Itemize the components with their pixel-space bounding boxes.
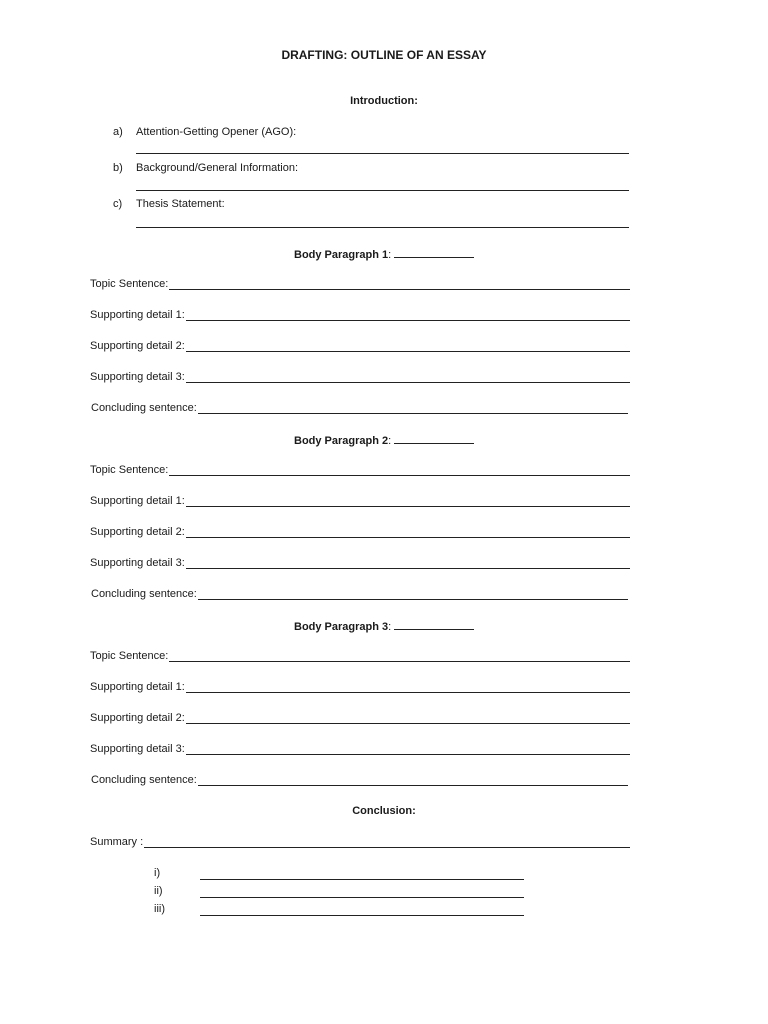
body-paragraph-2-concluding-sentence-field [91,588,628,600]
body-paragraph-2-title-blank[interactable] [394,433,474,444]
supporting-detail-3-answer-line[interactable] [186,372,630,383]
body-paragraph-1-heading [294,247,474,261]
supporting-detail-3-answer-line[interactable] [186,744,630,755]
supporting-detail-2-label: Supporting detail 2: [90,712,185,724]
introduction-heading: Introduction: [350,95,418,107]
body-paragraph-heading-text: Body Paragraph 1 [294,249,389,261]
concluding-sentence-label: Concluding sentence: [91,774,197,786]
body-paragraph-1-supporting-detail-2-field [90,340,630,352]
supporting-detail-2-answer-line[interactable] [186,527,630,538]
intro-item-c-label: Thesis Statement: [136,198,225,210]
body-paragraph-2-supporting-detail-1-field [90,495,630,507]
body-paragraph-heading-colon: : [388,621,392,633]
intro-item-b-marker: b) [113,162,123,174]
supporting-detail-2-label: Supporting detail 2: [90,526,185,538]
summary-label: Summary : [90,836,144,848]
supporting-detail-3-label: Supporting detail 3: [90,743,185,755]
concluding-sentence-answer-line[interactable] [198,589,628,600]
body-paragraph-1-concluding-sentence-field [91,402,628,414]
body-paragraph-1-title-blank[interactable] [394,247,474,258]
supporting-detail-1-answer-line[interactable] [186,682,630,693]
body-paragraph-heading-text: Body Paragraph 3 [294,621,389,633]
topic-sentence-label: Topic Sentence: [90,278,169,290]
body-paragraph-heading-text: Body Paragraph 2 [294,435,389,447]
supporting-detail-1-label: Supporting detail 1: [90,681,185,693]
intro-item-a-marker: a) [113,126,123,138]
supporting-detail-3-label: Supporting detail 3: [90,557,185,569]
concluding-sentence-answer-line[interactable] [198,775,628,786]
conclusion-point-1-line[interactable] [200,879,524,880]
body-paragraph-1-supporting-detail-3-field [90,371,630,383]
body-paragraph-1-supporting-detail-1-field [90,309,630,321]
body-paragraph-3-supporting-detail-2-field [90,712,630,724]
supporting-detail-2-answer-line[interactable] [186,341,630,352]
intro-item-a-answer-line[interactable] [136,153,629,154]
body-paragraph-2-supporting-detail-3-field [90,557,630,569]
body-paragraph-2-topic-sentence-field [90,464,630,476]
body-paragraph-3-concluding-sentence-field [91,774,628,786]
body-paragraph-3-heading [294,619,474,633]
summary-answer-line[interactable] [144,837,630,848]
intro-item-c-marker: c) [113,198,123,210]
body-paragraph-2-supporting-detail-2-field [90,526,630,538]
supporting-detail-1-label: Supporting detail 1: [90,309,185,321]
supporting-detail-2-label: Supporting detail 2: [90,340,185,352]
body-paragraph-3-topic-sentence-field [90,650,630,662]
intro-item-a-label: Attention-Getting Opener (AGO): [136,126,297,138]
intro-item-b-answer-line[interactable] [136,190,629,191]
body-paragraph-2-heading [294,433,474,447]
conclusion-point-2-line[interactable] [200,897,524,898]
page-title: DRAFTING: OUTLINE OF AN ESSAY [281,48,487,62]
body-paragraph-3-supporting-detail-1-field [90,681,630,693]
supporting-detail-2-answer-line[interactable] [186,713,630,724]
topic-sentence-answer-line[interactable] [169,465,630,476]
summary-field [90,836,630,848]
concluding-sentence-answer-line[interactable] [198,403,628,414]
supporting-detail-3-label: Supporting detail 3: [90,371,185,383]
body-paragraph-heading-colon: : [388,249,392,261]
conclusion-point-2-marker: ii) [154,885,163,897]
intro-item-c-answer-line[interactable] [136,227,629,228]
supporting-detail-3-answer-line[interactable] [186,558,630,569]
supporting-detail-1-label: Supporting detail 1: [90,495,185,507]
body-paragraph-heading-colon: : [388,435,392,447]
body-paragraph-3-supporting-detail-3-field [90,743,630,755]
topic-sentence-label: Topic Sentence: [90,650,169,662]
body-paragraph-3-title-blank[interactable] [394,619,474,630]
intro-item-b-label: Background/General Information: [136,162,299,174]
supporting-detail-1-answer-line[interactable] [186,496,630,507]
topic-sentence-label: Topic Sentence: [90,464,169,476]
topic-sentence-answer-line[interactable] [169,279,630,290]
concluding-sentence-label: Concluding sentence: [91,402,197,414]
supporting-detail-1-answer-line[interactable] [186,310,630,321]
body-paragraph-1-topic-sentence-field [90,278,630,290]
conclusion-point-3-marker: iii) [154,903,165,915]
conclusion-heading: Conclusion: [352,805,416,817]
topic-sentence-answer-line[interactable] [169,651,630,662]
conclusion-point-1-marker: i) [154,867,161,879]
conclusion-point-3-line[interactable] [200,915,524,916]
concluding-sentence-label: Concluding sentence: [91,588,197,600]
